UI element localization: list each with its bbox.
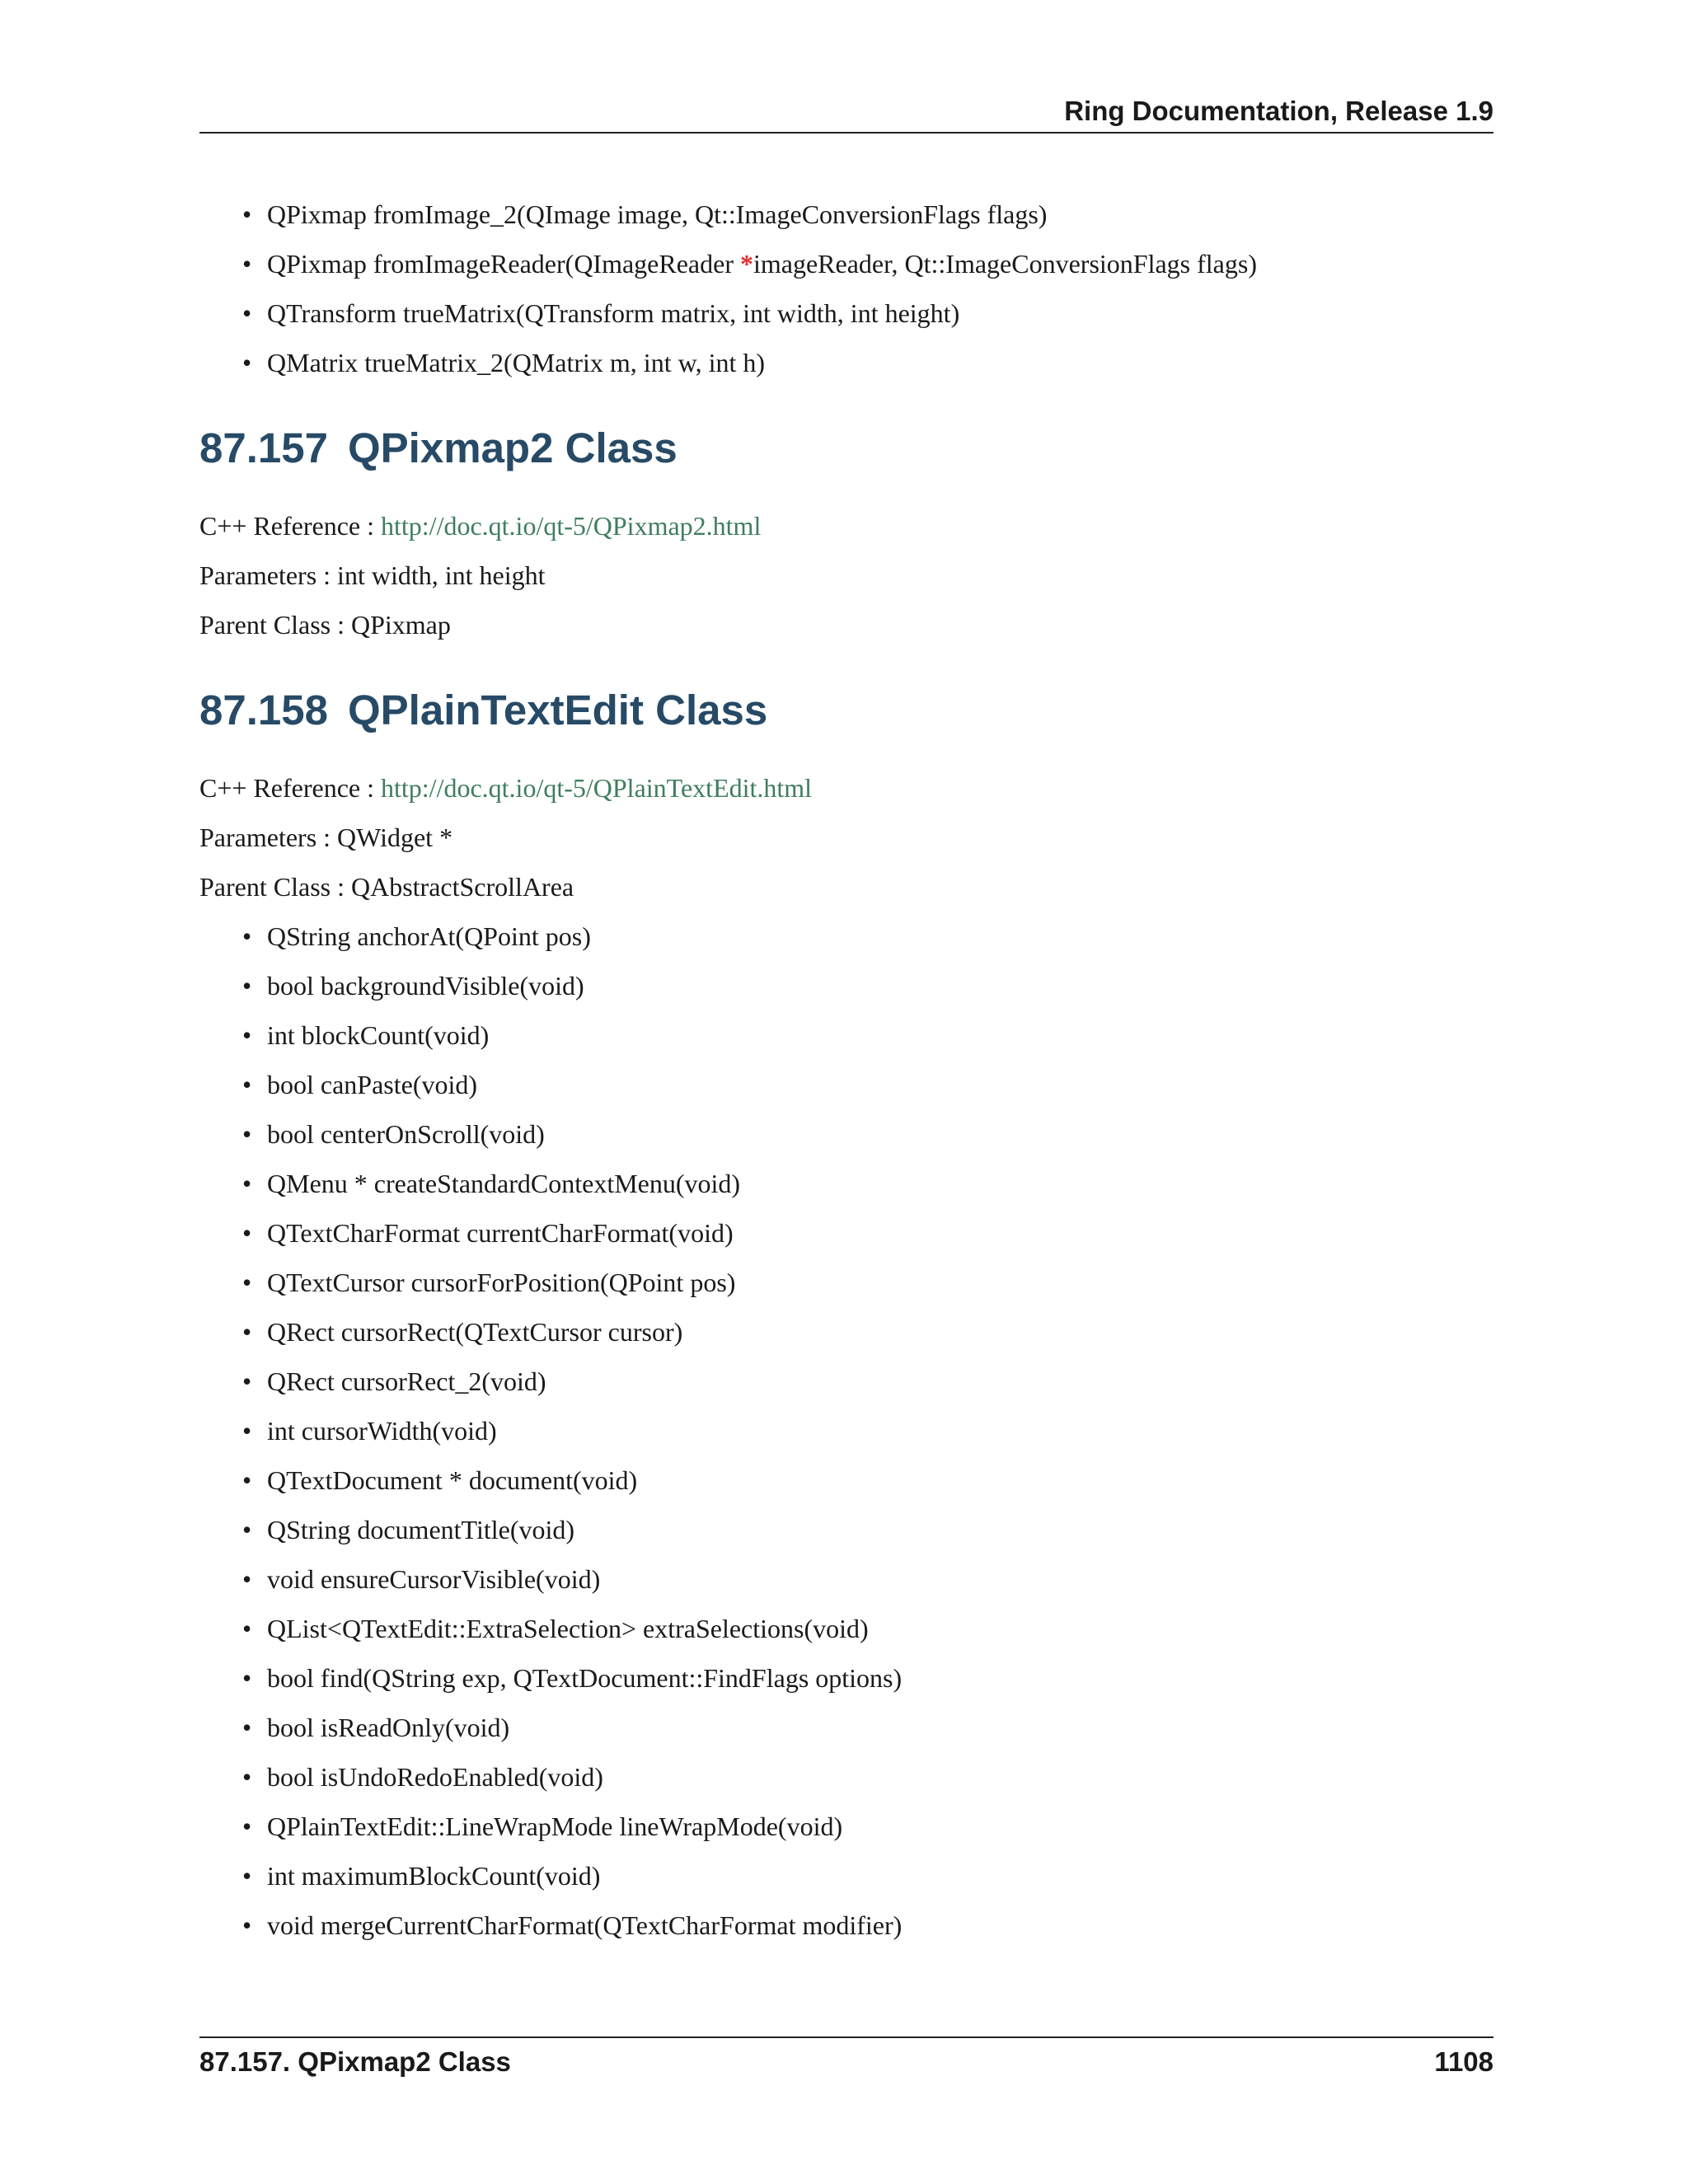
bullet-icon: •: [242, 1218, 252, 1248]
list-item: [242, 1554, 1493, 1604]
method-signature: bool backgroundVisible(void): [267, 971, 584, 1001]
bullet-icon: •: [242, 1070, 252, 1099]
list-item: [242, 1406, 1493, 1455]
section-heading-qpixmap2: [199, 424, 1493, 473]
method-signature: int cursorWidth(void): [267, 1416, 497, 1446]
document-title: Ring Documentation, Release 1.9: [1064, 96, 1493, 126]
method-signature: bool isReadOnly(void): [267, 1713, 510, 1742]
section-title: QPlainTextEdit Class: [348, 687, 768, 733]
reference-link[interactable]: http://doc.qt.io/qt-5/QPlainTextEdit.html: [381, 773, 813, 803]
method-signature: int maximumBlockCount(void): [267, 1861, 601, 1891]
list-item: [242, 1604, 1493, 1653]
bullet-icon: •: [242, 971, 252, 1001]
bullet-icon: •: [242, 1861, 252, 1891]
bullet-icon: •: [242, 1268, 252, 1297]
bullet-icon: •: [242, 921, 252, 951]
bullet-icon: •: [242, 1020, 252, 1050]
method-signature: bool centerOnScroll(void): [267, 1119, 545, 1149]
bullet-icon: •: [242, 298, 252, 328]
list-item: [242, 1900, 1493, 1950]
method-signature: int blockCount(void): [267, 1020, 490, 1050]
list-item: [242, 1307, 1493, 1357]
list-item: [242, 1505, 1493, 1554]
method-signature: bool isUndoRedoEnabled(void): [267, 1762, 603, 1792]
list-item: [242, 1802, 1493, 1851]
footer-section-title: 87.157. QPixmap2 Class: [199, 2046, 511, 2077]
method-signature: QTextCursor cursorForPosition(QPoint pos): [267, 1268, 736, 1297]
list-item: [242, 1208, 1493, 1258]
method-signature: QMenu * createStandardContextMenu(void): [267, 1169, 741, 1198]
bullet-icon: •: [242, 1465, 252, 1495]
method-signature: QRect cursorRect(QTextCursor cursor): [267, 1317, 683, 1347]
bullet-icon: •: [242, 1564, 252, 1594]
method-signature: QList<QTextEdit::ExtraSelection> extraSelections(void): [267, 1614, 869, 1643]
page-header: [199, 91, 1493, 134]
list-item: [242, 1109, 1493, 1159]
bullet-icon: •: [242, 199, 252, 229]
method-signature: void mergeCurrentCharFormat(QTextCharFormat modifier): [267, 1910, 903, 1940]
parameters-text: Parameters : QWidget *: [199, 823, 453, 852]
list-item: • QPixmap fromImageReader(QImageReader *imageReader, Qt::ImageConversionFlags flags): [267, 239, 1493, 288]
bullet-icon: •: [242, 1366, 252, 1396]
list-item: [242, 1060, 1493, 1109]
bullet-icon: •: [242, 1169, 252, 1198]
method-signature: QString anchorAt(QPoint pos): [267, 921, 591, 951]
bullet-icon: •: [242, 1614, 252, 1643]
page-number: 1108: [1434, 2046, 1493, 2077]
bullet-icon: •: [242, 1762, 252, 1792]
bullet-icon: •: [242, 348, 252, 377]
page-content: [199, 190, 1493, 1950]
method-signature: QString documentTitle(void): [267, 1515, 575, 1544]
parent-class-text: Parent Class : QAbstractScrollArea: [199, 872, 574, 902]
reference-link[interactable]: http://doc.qt.io/qt-5/QPixmap2.html: [381, 511, 762, 541]
cpp-reference: C++ Reference : http://doc.qt.io/qt-5/QPlainTextEdit.html: [199, 773, 813, 803]
bullet-icon: •: [242, 1811, 252, 1841]
list-item: [242, 1455, 1493, 1505]
method-signature: QPlainTextEdit::LineWrapMode lineWrapMode(void): [267, 1811, 843, 1841]
bullet-icon: •: [242, 1515, 252, 1544]
list-item: [242, 1010, 1493, 1060]
top-method-list: [199, 190, 1493, 387]
section-number: 87.157: [199, 424, 328, 471]
list-item: [242, 961, 1493, 1010]
bullet-icon: •: [242, 1910, 252, 1940]
list-item: [242, 1258, 1493, 1307]
section-heading-qplaintextedit: [199, 686, 1493, 735]
bullet-icon: •: [242, 1713, 252, 1742]
list-item: [242, 1653, 1493, 1703]
cpp-reference: C++ Reference : http://doc.qt.io/qt-5/QPixmap2.html: [199, 511, 762, 541]
page-footer: [199, 2036, 1493, 2086]
parent-class-text: Parent Class : QPixmap: [199, 610, 451, 640]
bullet-icon: •: [242, 1317, 252, 1347]
asterisk-marker: *: [739, 249, 753, 279]
method-signature: QTextDocument * document(void): [267, 1465, 638, 1495]
section-number: 87.158: [199, 687, 328, 733]
method-signature: QTextCharFormat currentCharFormat(void): [267, 1218, 734, 1248]
bullet-icon: •: [242, 1119, 252, 1149]
parameters-text: Parameters : int width, int height: [199, 560, 546, 590]
method-signature: QRect cursorRect_2(void): [267, 1366, 546, 1396]
list-item: [242, 1752, 1493, 1802]
list-item: [242, 1357, 1493, 1406]
method-signature: bool find(QString exp, QTextDocument::FindFlags options): [267, 1663, 903, 1693]
list-item: [242, 1703, 1493, 1752]
qplaintextedit-method-list: [199, 912, 1493, 1950]
list-item: [242, 912, 1493, 961]
bullet-icon: •: [242, 1416, 252, 1446]
section-title: QPixmap2 Class: [348, 424, 678, 471]
list-item: [242, 1159, 1493, 1208]
list-item: • QPixmap fromImage_2(QImage image, Qt::ImageConversionFlags flags): [267, 190, 1493, 239]
list-item: • QMatrix trueMatrix_2(QMatrix m, int w, int h): [267, 338, 1493, 387]
list-item: • QTransform trueMatrix(QTransform matrix, int width, int height): [267, 288, 1493, 338]
method-signature: void ensureCursorVisible(void): [267, 1564, 601, 1594]
list-item: [242, 1851, 1493, 1900]
bullet-icon: •: [242, 249, 252, 279]
method-signature: bool canPaste(void): [267, 1070, 478, 1099]
bullet-icon: •: [242, 1663, 252, 1693]
